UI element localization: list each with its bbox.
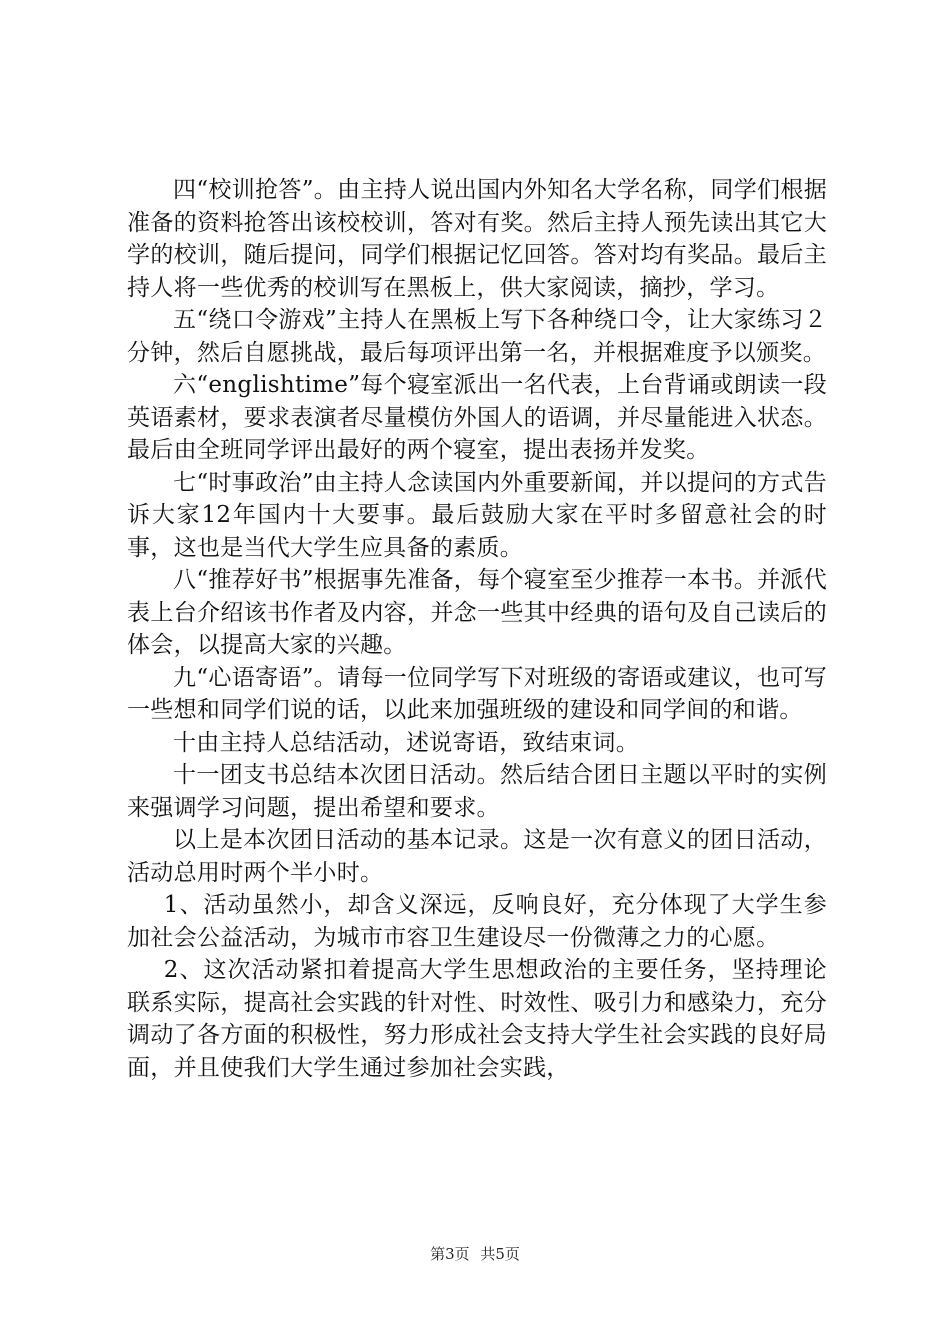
paragraph-item-11-secretary-summary: 十一团支书总结本次团日活动。然后结合团日主题以平时的实例来强调学习问题，提出希望和要求。 bbox=[127, 762, 827, 821]
paragraph-point-2: 2、这次活动紧扣着提高大学生思想政治的主要任务，坚持理论联系实际，提高社会实践的针对性、时效性、吸引力和感染力，充分调动了各方面的积极性，努力形成社会支持大学生社会实践的良好局面，并且使我们大学生通过参加社会实践， bbox=[127, 957, 827, 1081]
paragraph-item-5-tongue-twister: 五“绕口令游戏”主持人在黑板上写下各种绕口令，让大家练习２分钟，然后自愿挑战，最后每项评出第一名，并根据难度予以颁奖。 bbox=[127, 307, 827, 366]
paragraph-item-7-current-affairs: 七“时事政治”由主持人念读国内外重要新闻，并以提问的方式告诉大家12年国内十大要事。最后鼓励大家在平时多留意社会的时事，这也是当代大学生应具备的素质。 bbox=[127, 469, 827, 561]
paragraph-item-8-book-recommendation: 八“推荐好书”根据事先准备，每个寝室至少推荐一本书。并派代表上台介绍该书作者及内容，并念一些其中经典的语句及自己读后的体会，以提高大家的兴趣。 bbox=[127, 567, 827, 658]
paragraph-item-10-host-summary: 十由主持人总结活动，述说寄语，致结束词。 bbox=[173, 729, 639, 756]
paragraph-record-summary: 以上是本次团日活动的基本记录。这是一次有意义的团日活动，活动总用时两个半小时。 bbox=[127, 827, 827, 886]
page-number-total: 共5页 bbox=[480, 1245, 520, 1263]
document-body bbox=[127, 174, 827, 1084]
page-number-current: 第3页 bbox=[430, 1245, 470, 1263]
page-footer bbox=[0, 1244, 950, 1264]
paragraph-point-1: 1、活动虽然小，却含义深远，反响良好，充分体现了大学生参加社会公益活动，为城市市容卫生建设尽一份微薄之力的心愿。 bbox=[127, 892, 827, 951]
paragraph-item-4-school-motto-quiz: 四“校训抢答”。由主持人说出国内外知名大学名称，同学们根据准备的资料抢答出该校校训，答对有奖。然后主持人预先读出其它大学的校训，随后提问，同学们根据记忆回答。答对均有奖品。最后主持人将一些优秀的校训写在黑板上，供大家阅读，摘抄，学习。 bbox=[127, 177, 827, 301]
paragraph-item-9-messages: 九“心语寄语”。请每一位同学写下对班级的寄语或建议，也可写一些想和同学们说的话，以此来加强班级的建设和同学间的和谐。 bbox=[127, 664, 827, 723]
paragraph-item-6-english-time: 六“englishtime”每个寝室派出一名代表，上台背诵或朗读一段英语素材，要求表演者尽量模仿外国人的语调，并尽量能进入状态。最后由全班同学评出最好的两个寝室，提出表扬并发奖。 bbox=[127, 372, 827, 463]
